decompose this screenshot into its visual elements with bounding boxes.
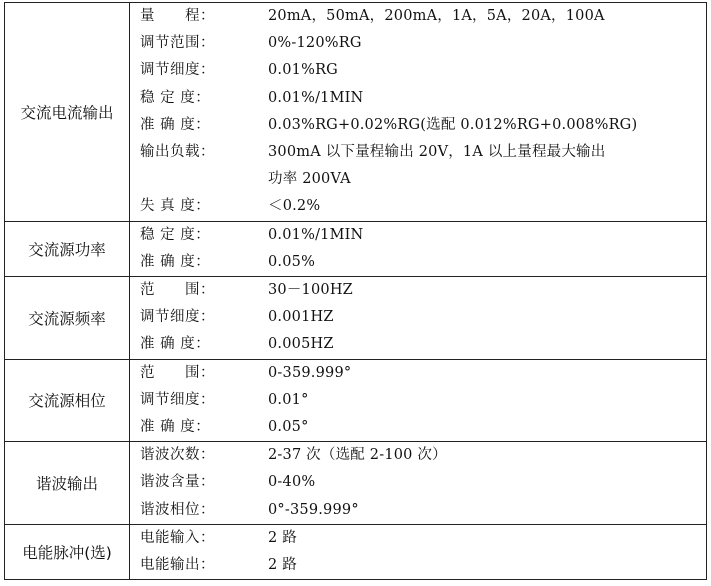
spec-label: 电能输出： (140, 557, 215, 574)
spec-value (268, 525, 706, 552)
spec-value-line: 2 路 (268, 557, 297, 574)
spec-value-line: 2 路 (268, 529, 297, 546)
spec-value-line: 300mA 以下量程输出 20V，1A 以上量程最大输出 (268, 144, 606, 161)
spec-item (140, 112, 706, 139)
spec-value-line: 20mA，50mA，200mA，1A，5A，20A，100A (268, 8, 605, 24)
spec-value-line: 0.01° (268, 391, 309, 408)
spec-items-cell (130, 221, 707, 276)
spec-item (140, 249, 706, 276)
spec-value-line: 0-40% (268, 474, 316, 491)
spec-value (268, 442, 706, 469)
spec-value-line: 0.001HZ (268, 309, 334, 326)
spec-section-row (5, 221, 707, 276)
spec-value (268, 193, 706, 220)
spec-value-line: 30－100HZ (268, 282, 353, 299)
spec-item (140, 360, 706, 387)
spec-value-line: 功率 200VA (268, 171, 351, 188)
spec-section-row (5, 524, 707, 579)
spec-value (268, 30, 706, 57)
spec-item (140, 525, 706, 552)
spec-label: 准 确 度： (140, 336, 211, 353)
category-cell: 电能脉冲(选) (5, 524, 130, 579)
spec-label: 输出负载： (140, 144, 215, 161)
spec-label: 量 程： (140, 8, 215, 24)
spec-item (140, 414, 706, 441)
spec-item (140, 222, 706, 249)
spec-value-line: 2-37 次（选配 2-100 次） (268, 447, 447, 464)
spec-section-row (5, 442, 707, 525)
spec-item (140, 552, 706, 579)
spec-value (268, 222, 706, 249)
spec-items-cell (130, 3, 707, 222)
spec-value-line: 0.03%RG+0.02%RG(选配 0.012%RG+0.008%RG) (268, 116, 638, 133)
spec-label: 调节细度： (140, 62, 215, 79)
spec-value (268, 414, 706, 441)
spec-label: 电能输入： (140, 529, 215, 546)
spec-label: 调节细度： (140, 391, 215, 408)
spec-value (268, 304, 706, 331)
spec-value-line: 0.01%/1MIN (268, 89, 364, 106)
spec-item (140, 85, 706, 112)
spec-label: 准 确 度： (140, 419, 211, 436)
spec-items-cell (130, 524, 707, 579)
spec-items-cell (130, 359, 707, 442)
spec-item (140, 304, 706, 331)
spec-label: 谐波次数： (140, 447, 215, 464)
spec-value-line: 0°-359.999° (268, 501, 359, 518)
category-cell: 谐波输出 (5, 442, 130, 525)
spec-item (140, 3, 706, 30)
spec-value-line: 0%-120%RG (268, 35, 362, 52)
spec-section-row (5, 3, 707, 222)
spec-label: 准 确 度： (140, 116, 211, 133)
spec-value (268, 552, 706, 579)
spec-item (140, 442, 706, 469)
category-cell: 交流源频率 (5, 277, 130, 360)
spec-item (140, 193, 706, 220)
spec-table (4, 2, 707, 580)
spec-value (268, 277, 706, 304)
spec-table-body (5, 3, 707, 580)
spec-label: 调节细度： (140, 309, 215, 326)
spec-item (140, 30, 706, 57)
spec-label: 谐波含量： (140, 474, 215, 491)
spec-value-line: ＜0.2% (268, 198, 321, 215)
spec-value (268, 331, 706, 358)
spec-value (268, 497, 706, 524)
spec-label: 准 确 度： (140, 253, 211, 270)
spec-value (268, 360, 706, 387)
spec-label: 调节范围： (140, 35, 215, 52)
spec-value (268, 3, 706, 30)
spec-item (140, 331, 706, 358)
spec-label: 范 围： (140, 364, 215, 381)
category-cell: 交流源功率 (5, 221, 130, 276)
spec-item (140, 469, 706, 496)
category-cell: 交流电流输出 (5, 3, 130, 222)
spec-value (268, 139, 706, 193)
spec-value (268, 85, 706, 112)
spec-value-line: 0-359.999° (268, 364, 352, 381)
spec-label: 谐波相位： (140, 501, 215, 518)
category-cell: 交流源相位 (5, 359, 130, 442)
spec-value-line: 0.05° (268, 419, 309, 436)
spec-item (140, 497, 706, 524)
spec-item (140, 277, 706, 304)
spec-section-row (5, 359, 707, 442)
spec-value-line: 0.005HZ (268, 336, 334, 353)
spec-items-cell (130, 442, 707, 525)
spec-value-line: 0.01%RG (268, 62, 338, 79)
spec-value (268, 469, 706, 496)
spec-label: 稳 定 度： (140, 226, 211, 243)
spec-label: 范 围： (140, 282, 215, 299)
spec-section-row (5, 277, 707, 360)
spec-item (140, 139, 706, 193)
spec-value-line: 0.01%/1MIN (268, 226, 364, 243)
spec-label: 稳 定 度： (140, 89, 211, 106)
spec-item (140, 387, 706, 414)
spec-value (268, 387, 706, 414)
spec-value (268, 249, 706, 276)
spec-item (140, 57, 706, 84)
spec-value (268, 57, 706, 84)
spec-label: 失 真 度： (140, 198, 211, 215)
spec-value-line: 0.05% (268, 253, 316, 270)
spec-items-cell (130, 277, 707, 360)
spec-value (268, 112, 706, 139)
